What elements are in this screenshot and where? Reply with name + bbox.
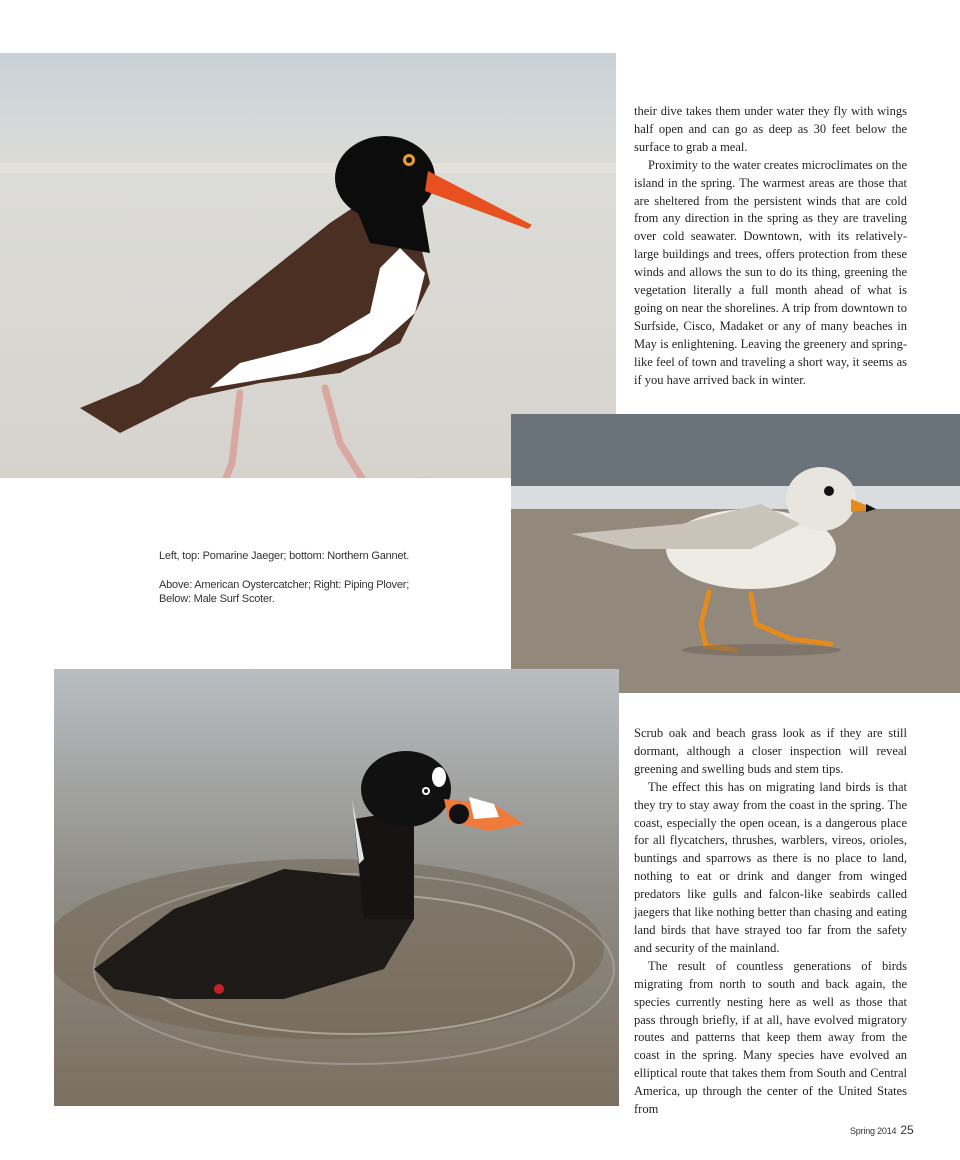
caption-line: Above: American Oystercatcher; Right: Piping Plover; xyxy=(159,579,410,591)
issue-label: Spring 2014 xyxy=(850,1126,897,1136)
article-column-top xyxy=(634,103,907,390)
paragraph: The effect this has on migrating land birds is that they try to stay away from the coast in the spring. The coast, especially the open ocean, is a dangerous place for all flycatchers, thrushes, warblers, vireos, orioles, buntings and sparrows as there is no place to land, nothing to eat or drink and danger from winged predators like gulls and falcon-like seabirds called jaegers that like nothing better than chasing and eating land birds that have strayed too far from the safety and security of the mainland. xyxy=(634,779,907,955)
photo-caption-main xyxy=(159,578,489,606)
paragraph: Scrub oak and beach grass look as if they are still dormant, although a closer inspection will reveal greening and swelling buds and stem tips. xyxy=(634,726,907,776)
page-folio xyxy=(850,1121,914,1139)
plover-image xyxy=(511,414,960,693)
photo-caption-left xyxy=(159,549,489,563)
scoter-image xyxy=(54,669,619,1106)
paragraph: their dive takes them under water they fly with wings half open and can go as deep as 30 feet below the surface to grab a meal. xyxy=(634,104,907,154)
photo-piping-plover xyxy=(511,414,960,693)
paragraph: Proximity to the water creates microclimates on the island in the spring. The warmest areas are those that are sheltered from the persistent winds that are cold from any direction in the spring as they are traveling over cold seawater. Downtown, with its relatively-large buildings and trees, offers protection from these winds and allows the sun to do its thing, greening the vegetation literally a full month ahead of what is going on near the shorelines. A trip from downtown to Surfside, Cisco, Madaket or any of many beaches in May is enlightening. Leaving the greenery and spring-like feel of town and traveling a short way, it seems as if you have arrived back in winter. xyxy=(634,157,907,387)
article-column-bottom xyxy=(634,725,907,1119)
photo-male-surf-scoter xyxy=(54,669,619,1106)
caption-line: Left, top: Pomarine Jaeger; bottom: Northern Gannet. xyxy=(159,550,410,562)
page-number: 25 xyxy=(900,1123,914,1137)
paragraph: The result of countless generations of birds migrating from north to south and back again, the species currently nesting here as well as those that pass through briefly, if at all, have evolved migratory routes and patterns that keep them away from the coast in the spring. Many species have evolved an elliptical route that takes them from South and Central America, up through the center of the United States from xyxy=(634,958,907,1117)
caption-line: Below: Male Surf Scoter. xyxy=(159,593,275,605)
